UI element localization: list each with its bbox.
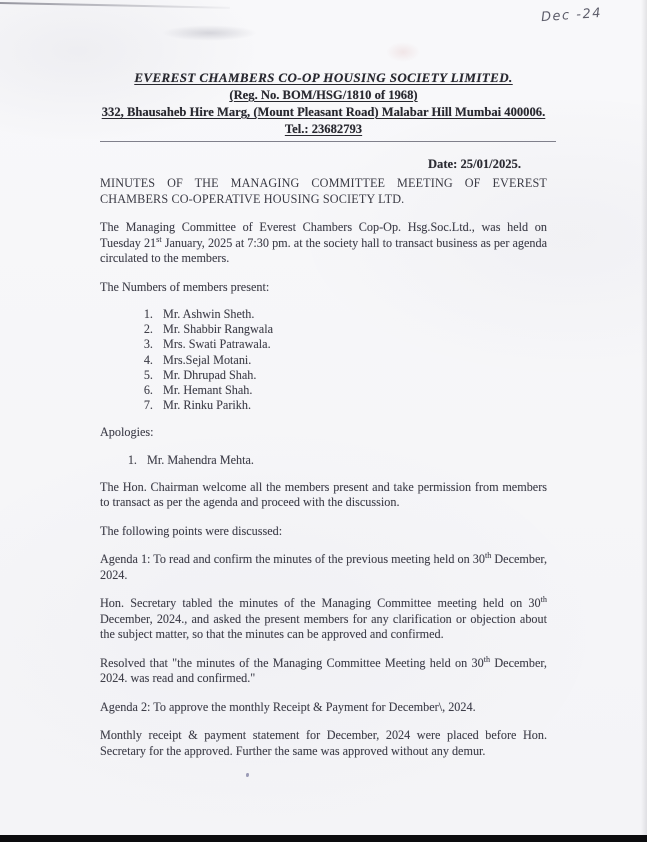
document-header <box>100 70 547 137</box>
society-address: 332, Bhausaheb Hire Marg, (Mount Pleasant Road) Malabar Hill Mumbai 400006. <box>101 105 546 119</box>
society-telephone: Tel.: 23682793 <box>284 122 363 136</box>
points-intro: The following points were discussed: <box>100 523 283 538</box>
chairman-paragraph: The Hon. Chairman welcome all the members present and take permission from members to transact as per the agenda and proceed with the discussion. <box>100 479 547 510</box>
agenda1-heading: Agenda 1: To read and confirm the minutes of the previous meeting held on 30th December, 2024. <box>100 551 548 582</box>
member-item: 5. Mr. Dhrupad Shah. <box>156 368 547 382</box>
intro-paragraph: The Managing Committee of Everest Chambers Cop-Op. Hsg.Soc.Ltd., was held on Tuesday 21st January, 2025 at 7:30 pm. at the society hall to transact business as per agenda circulated to the members. <box>100 220 548 266</box>
members-present-list <box>138 307 547 412</box>
agenda2-paragraph: Monthly receipt & payment statement for December, 2024 were placed before Hon. Secretary for the approved. Further the same was approved without any demur. <box>100 728 547 758</box>
header-divider <box>100 141 556 142</box>
paper-right-edge <box>641 0 647 842</box>
member-item: 4. Mrs.Sejal Motani. <box>156 353 547 367</box>
registration-number: (Reg. No. BOM/HSG/1810 of 1968) <box>229 88 418 102</box>
member-item: 6. Mr. Hemant Shah. <box>156 383 547 397</box>
apologies-label: Apologies: <box>100 425 154 440</box>
agenda1-resolution-paragraph: Resolved that "the minutes of the Managing Committee Meeting held on 30th December, 2024. was read and confirmed." <box>100 654 547 686</box>
member-item: 1. Mr. Ashwin Sheth. <box>156 307 547 321</box>
member-item: 7. Mr. Rinku Parikh. <box>156 398 547 412</box>
members-present-label: The Numbers of members present: <box>100 279 270 294</box>
member-item: 2. Mr. Shabbir Rangwala <box>156 322 547 336</box>
member-item: 3. Mrs. Swati Patrawala. <box>156 337 547 351</box>
agenda1-tabled-paragraph: Hon. Secretary tabled the minutes of the Managing Committee meeting held on 30th December, 2024., and asked the present members for any clarification or objection about the subject matter, so that the minutes can be approved and confirmed. <box>100 595 547 642</box>
date-line: Date: 25/01/2025. <box>427 157 521 171</box>
apologies-list <box>122 453 547 467</box>
society-name: EVEREST CHAMBERS CO-OP HOUSING SOCIETY LIMITED. <box>134 70 513 85</box>
handwritten-annotation: Dec -24 <box>540 5 603 26</box>
scan-bottom-bar <box>0 835 647 842</box>
meeting-subject: MINUTES OF THE MANAGING COMMITTEE MEETING OF EVEREST CHAMBERS CO-OPERATIVE HOUSING SOCIETY LTD. <box>100 176 547 206</box>
apology-item: 1. Mr. Mahendra Mehta. <box>140 453 547 467</box>
agenda2-heading: Agenda 2: To approve the monthly Receipt & Payment for December\, 2024. <box>100 699 476 714</box>
